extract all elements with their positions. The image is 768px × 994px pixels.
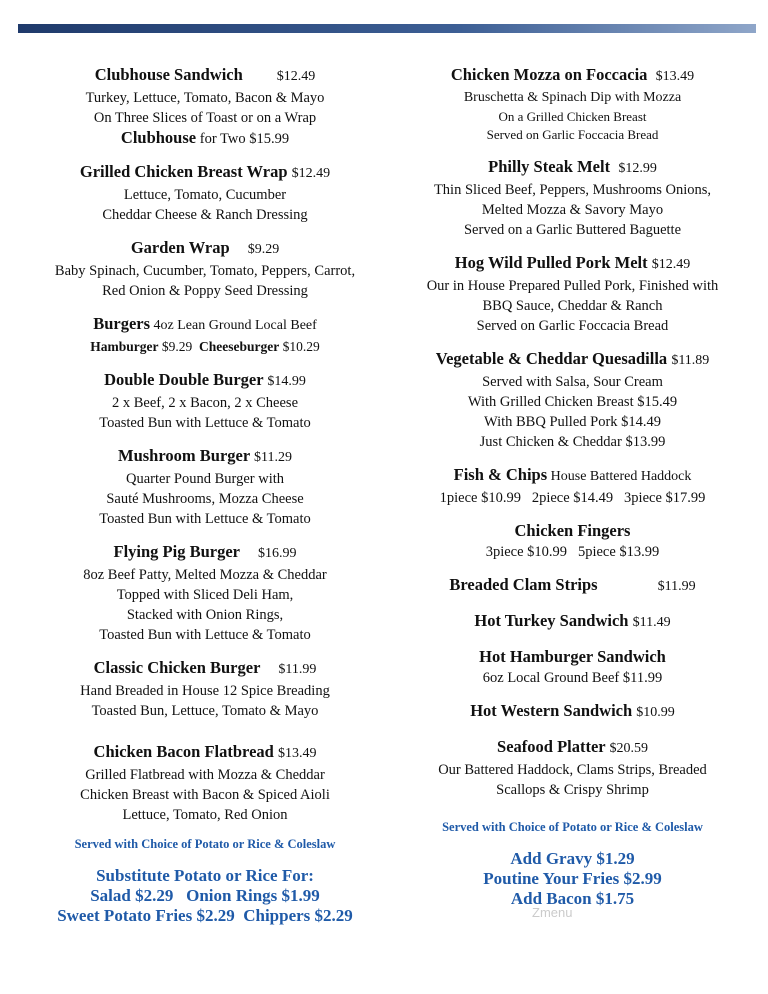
item-title: Hot Western Sandwich xyxy=(470,701,633,720)
item-desc: On Three Slices of Toast or on a Wrap xyxy=(93,110,317,126)
item-price: $11.89 xyxy=(671,353,710,368)
item-title: Grilled Chicken Breast Wrap xyxy=(79,162,288,181)
menu-item-quesadilla xyxy=(400,348,745,452)
item-desc: With BBQ Pulled Pork $14.49 xyxy=(483,414,662,430)
addon-bacon: Add Bacon $1.75 xyxy=(510,889,635,908)
item-title: Classic Chicken Burger xyxy=(93,658,261,677)
item-price: $20.59 xyxy=(609,741,648,756)
substitute-onion-rings: Onion Rings $1.99 xyxy=(186,886,320,905)
substitute-heading: Substitute Potato or Rice For: xyxy=(96,866,314,885)
item-desc: With Grilled Chicken Breast $15.49 xyxy=(467,394,678,410)
item-desc: BBQ Sauce, Cheddar & Ranch xyxy=(482,298,663,314)
left-column xyxy=(30,64,380,926)
menu-item-flying-pig xyxy=(30,541,380,645)
item-desc: Served on Garlic Foccacia Bread xyxy=(486,127,659,142)
item-price: $11.99 xyxy=(278,662,317,677)
item-title: Hot Turkey Sandwich xyxy=(474,611,629,630)
item-desc: Turkey, Lettuce, Tomato, Bacon & Mayo xyxy=(85,90,325,106)
item-desc: Our in House Prepared Pulled Pork, Finished with xyxy=(426,278,719,294)
burger-cheeseburger-price: $10.29 xyxy=(279,339,320,354)
item-desc: Melted Mozza & Savory Mayo xyxy=(481,202,664,218)
item-desc: Thin Sliced Beef, Peppers, Mushrooms Onions, xyxy=(433,182,712,198)
item-title: Chicken Bacon Flatbread xyxy=(93,742,274,761)
item-desc: Sauté Mushrooms, Mozza Cheese xyxy=(106,491,304,507)
menu-item-seafood-platter xyxy=(400,736,745,800)
menu-item-mushroom-burger xyxy=(30,445,380,529)
menu-item-double-double xyxy=(30,369,380,433)
fish-1piece: 1piece $10.99 xyxy=(439,490,521,506)
menu-item-clubhouse xyxy=(30,64,380,149)
menu-item-hog-wild xyxy=(400,252,745,336)
item-title: Burgers xyxy=(93,314,151,333)
menu-item-chicken-fingers xyxy=(400,520,745,562)
item-desc: Red Onion & Poppy Seed Dressing xyxy=(102,283,308,299)
item-title: Philly Steak Melt xyxy=(488,157,611,176)
item-price: $13.49 xyxy=(655,69,695,84)
header-bar xyxy=(18,24,756,33)
item-title: Vegetable & Cheddar Quesadilla xyxy=(435,349,668,368)
item-price: $11.49 xyxy=(632,615,671,630)
fish-3piece: 3piece $17.99 xyxy=(624,490,706,506)
item-desc: On a Grilled Chicken Breast xyxy=(498,109,647,124)
item-desc: Quarter Pound Burger with xyxy=(126,471,284,487)
menu-item-chicken-wrap xyxy=(30,161,380,225)
served-with-note: Served with Choice of Potato or Rice & Coleslaw xyxy=(442,820,703,834)
item-desc: Toasted Bun with Lettuce & Tomato xyxy=(99,415,311,431)
menu-item-hot-western xyxy=(400,700,745,724)
item-desc: Lettuce, Tomato, Red Onion xyxy=(122,807,288,823)
item-price: $12.49 xyxy=(291,166,331,181)
item-price: $11.29 xyxy=(254,450,292,465)
item-desc: Just Chicken & Cheddar $13.99 xyxy=(479,434,666,450)
addon-poutine: Poutine Your Fries $2.99 xyxy=(483,869,662,888)
item-title: Flying Pig Burger xyxy=(113,542,240,561)
substitute-section xyxy=(30,866,380,926)
item-desc: Lettuce, Tomato, Cucumber xyxy=(123,187,287,203)
item-price: $11.99 xyxy=(657,579,696,594)
menu-item-mozza-foccacia xyxy=(400,64,745,144)
item-desc: Served on a Garlic Buttered Baguette xyxy=(463,222,682,238)
item-desc: Topped with Sliced Deli Ham, xyxy=(116,587,294,603)
item-desc: Baby Spinach, Cucumber, Tomato, Peppers, Carrot, xyxy=(54,263,356,279)
item-price: $12.99 xyxy=(618,161,657,176)
item-price: $12.49 xyxy=(651,257,691,272)
menu-item-garden-wrap xyxy=(30,237,380,301)
menu-item-philly xyxy=(400,156,745,240)
item-desc: Our Battered Haddock, Clams Strips, Breaded xyxy=(438,762,707,778)
item-price: $16.99 xyxy=(258,546,297,561)
substitute-chippers: Chippers $2.29 xyxy=(243,906,353,925)
item-desc: 8oz Beef Patty, Melted Mozza & Cheddar xyxy=(83,567,327,583)
menu-item-fish-chips xyxy=(400,464,745,508)
burger-hamburger-label: Hamburger xyxy=(90,339,159,354)
item-title: Garden Wrap xyxy=(130,238,230,257)
item-title: Seafood Platter xyxy=(497,737,606,756)
item-title: Hot Hamburger Sandwich xyxy=(479,647,666,666)
item-title: Mushroom Burger xyxy=(118,446,250,465)
item-desc: 6oz Local Ground Beef $11.99 xyxy=(482,670,663,686)
item-title: Double Double Burger xyxy=(104,370,264,389)
right-column xyxy=(400,64,745,909)
addons-section xyxy=(400,849,745,909)
item-title: Breaded Clam Strips xyxy=(449,575,598,594)
item-title: Fish & Chips xyxy=(453,465,548,484)
item-desc: Stacked with Onion Rings, xyxy=(126,607,284,623)
item-title: Hog Wild Pulled Pork Melt xyxy=(454,253,648,272)
menu-item-burgers xyxy=(30,313,380,357)
item-desc: Toasted Bun with Lettuce & Tomato xyxy=(99,627,311,643)
item-desc: Chicken Breast with Bacon & Spiced Aioli xyxy=(80,787,330,803)
item-price: $10.99 xyxy=(636,705,675,720)
item-desc: Toasted Bun with Lettuce & Tomato xyxy=(99,511,311,527)
item-subtitle: Clubhouse xyxy=(120,128,197,147)
menu-item-hot-hamburger xyxy=(400,646,745,688)
substitute-salad: Salad $2.29 xyxy=(90,886,174,905)
item-desc: Cheddar Cheese & Ranch Dressing xyxy=(102,207,308,223)
menu-item-classic-chicken xyxy=(30,657,380,721)
item-desc: Bruschetta & Spinach Dip with Mozza xyxy=(463,90,682,105)
item-desc: Toasted Bun, Lettuce, Tomato & Mayo xyxy=(91,703,319,719)
addon-gravy: Add Gravy $1.29 xyxy=(510,849,635,868)
menu-item-flatbread xyxy=(30,741,380,825)
item-desc: House Battered Haddock xyxy=(547,469,692,484)
item-price: $12.49 xyxy=(276,69,316,84)
item-desc: Hand Breaded in House 12 Spice Breading xyxy=(80,683,330,699)
item-desc: Served on Garlic Foccacia Bread xyxy=(476,318,669,334)
item-title: Chicken Fingers xyxy=(514,521,631,540)
item-title: Chicken Mozza on Foccacia xyxy=(450,65,648,84)
item-desc: Grilled Flatbread with Mozza & Cheddar xyxy=(85,767,325,783)
burger-hamburger-price: $9.29 xyxy=(158,339,193,354)
watermark-logo: Zmenu xyxy=(532,905,573,920)
item-price: $9.29 xyxy=(247,242,280,257)
menu-item-clam-strips xyxy=(400,574,745,598)
fish-2piece: 2piece $14.49 xyxy=(531,490,614,506)
menu-item-hot-turkey xyxy=(400,610,745,634)
item-desc: 4oz Lean Ground Local Beef xyxy=(150,318,317,333)
substitute-sweet-potato: Sweet Potato Fries $2.29 xyxy=(57,906,235,925)
item-price: $13.49 xyxy=(277,746,317,761)
item-price: $14.99 xyxy=(267,374,306,389)
fingers-5piece: 5piece $13.99 xyxy=(577,544,660,560)
burger-cheeseburger-label: Cheeseburger xyxy=(199,339,280,354)
served-with-note: Served with Choice of Potato or Rice & Coleslaw xyxy=(74,837,336,851)
item-desc: for Two $15.99 xyxy=(196,131,290,147)
item-desc: Served with Salsa, Sour Cream xyxy=(482,374,663,390)
item-desc: Scallops & Crispy Shrimp xyxy=(496,782,649,798)
fingers-3piece: 3piece $10.99 xyxy=(485,544,568,560)
item-desc: 2 x Beef, 2 x Bacon, 2 x Cheese xyxy=(111,395,299,411)
item-title: Clubhouse Sandwich xyxy=(94,65,243,84)
